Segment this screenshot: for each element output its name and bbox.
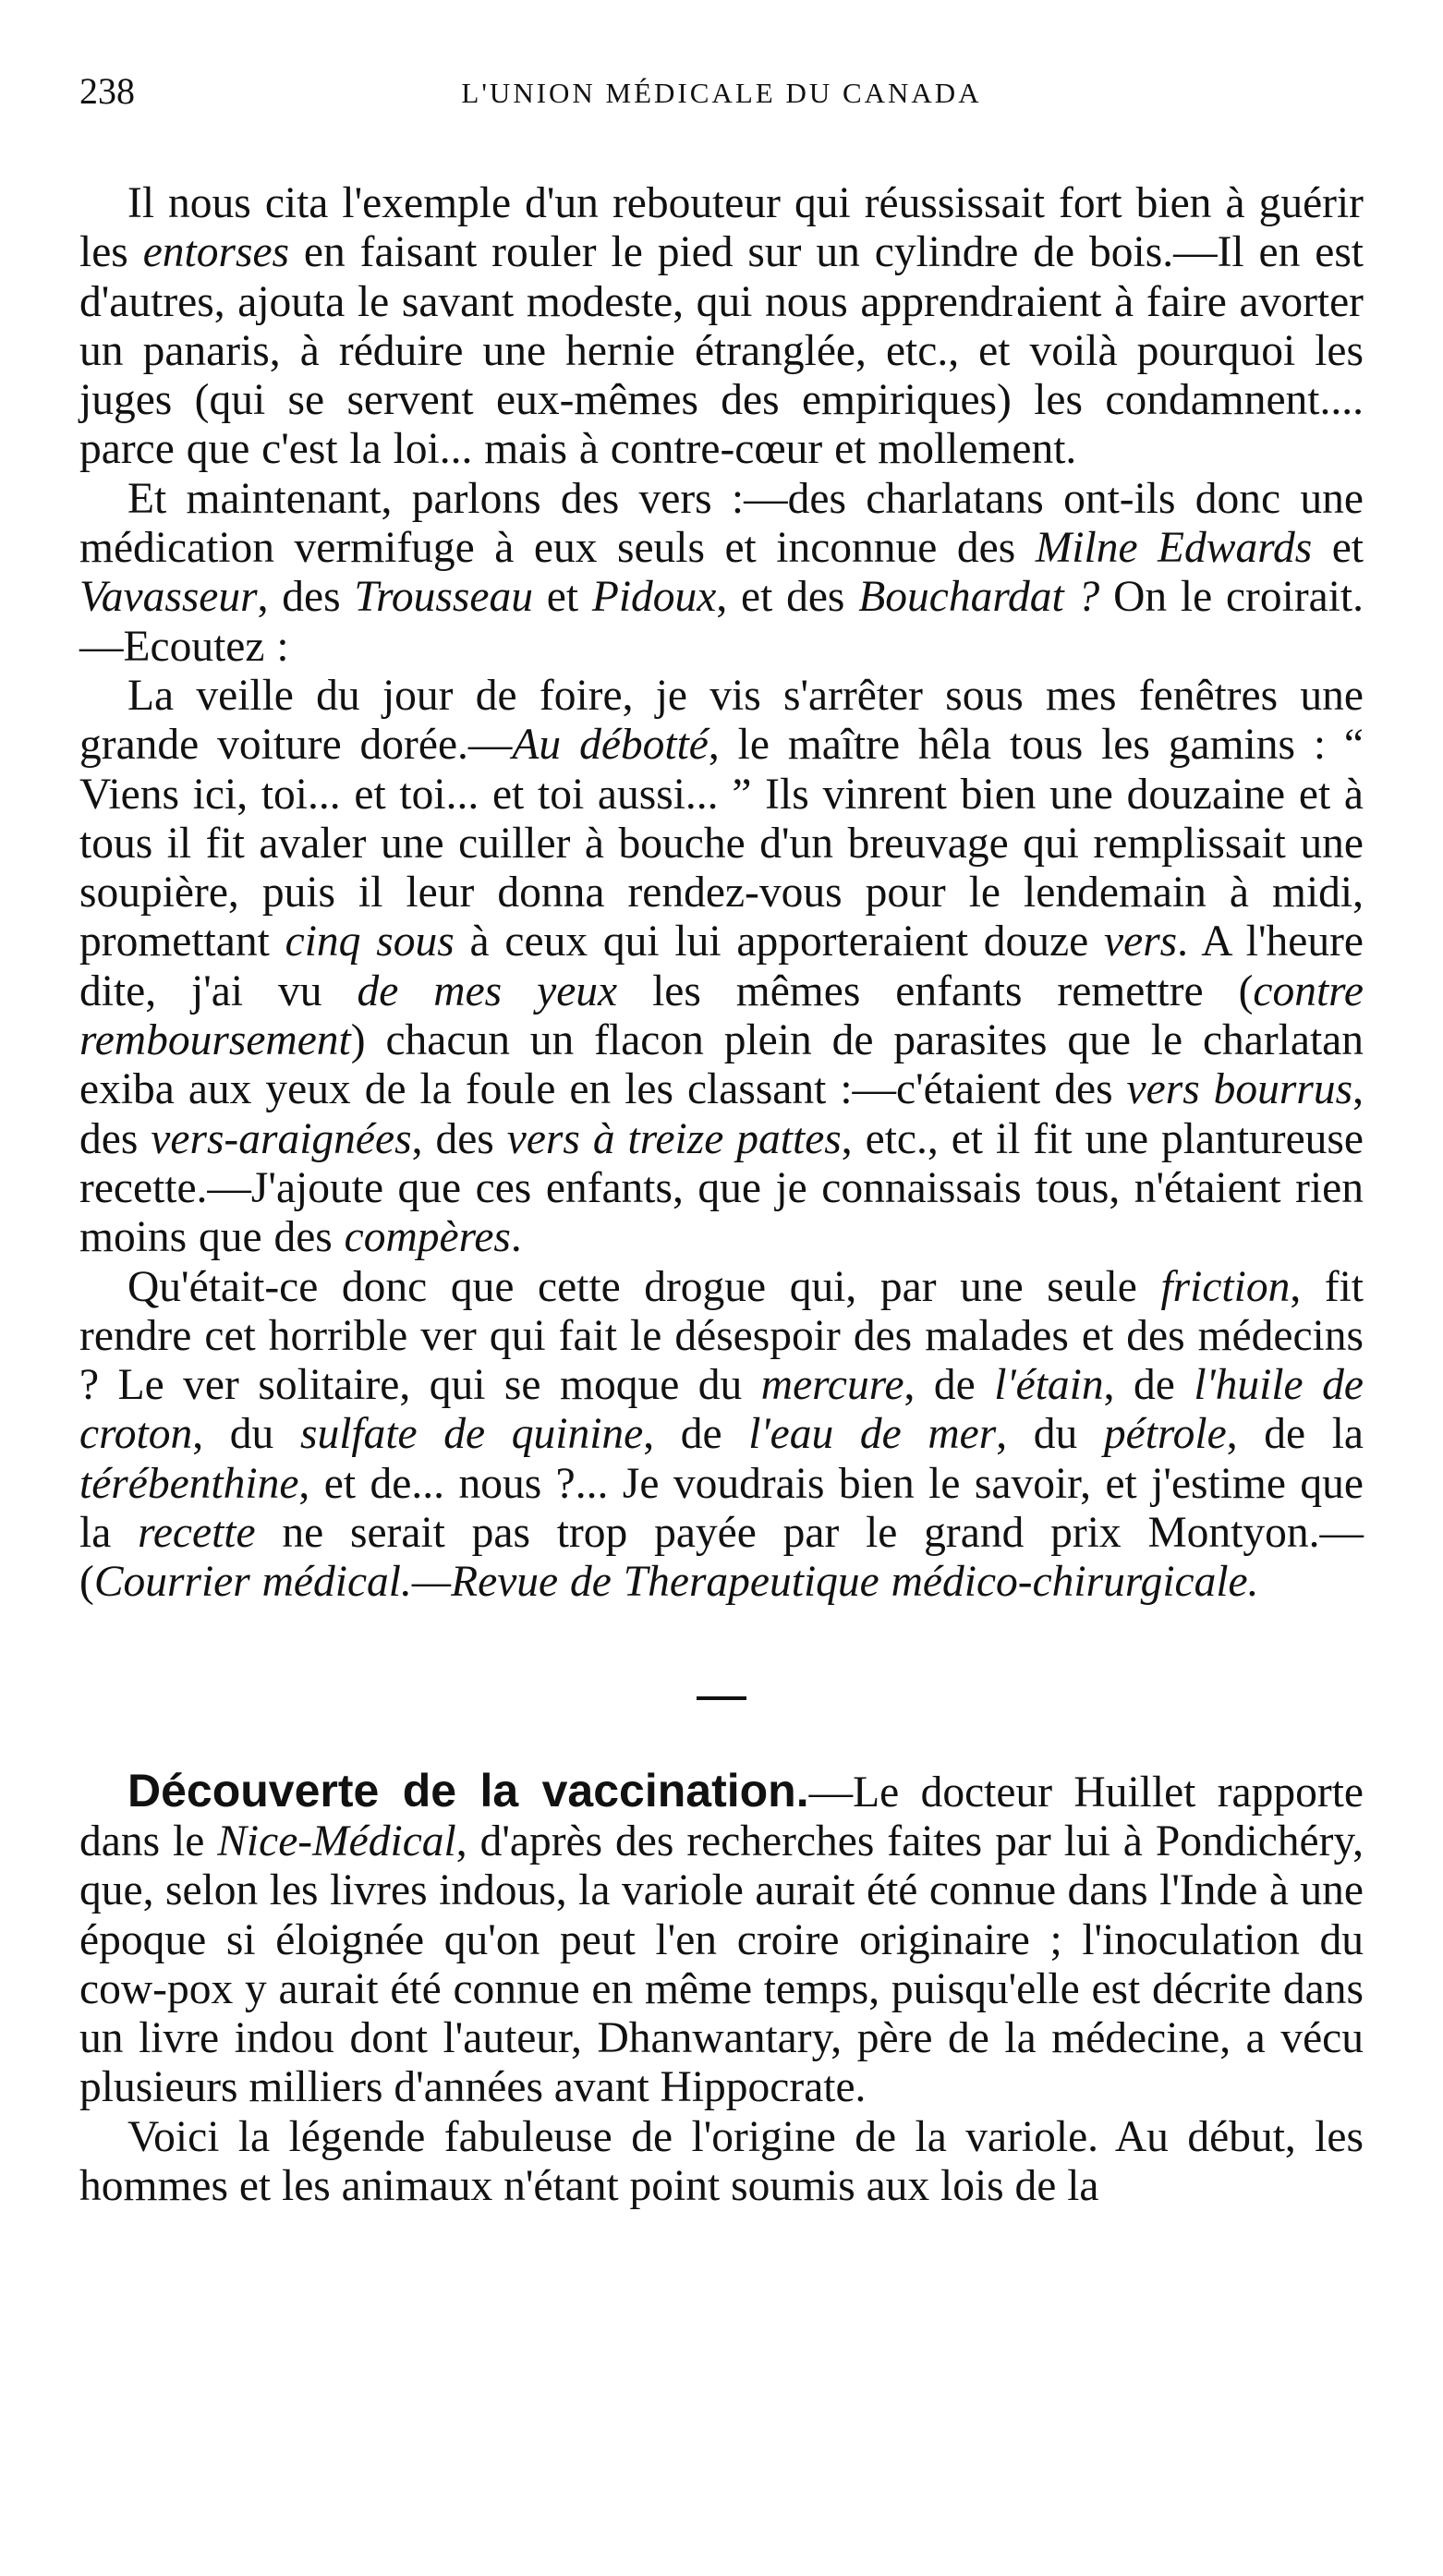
italic-text: friction: [1160, 1262, 1291, 1311]
text-run: —Le docteur Huillet rapporte dans le: [79, 1768, 1364, 1865]
text-run: les mêmes enfants remettre (: [617, 966, 1254, 1015]
italic-text: Vavasseur: [79, 573, 258, 622]
text-run: ) chacun un flacon plein de parasites que le charlatan exiba aux yeux de la foule en les classant :—c'étaient des: [79, 1016, 1364, 1114]
journal-title: L'UNION MÉDICALE DU CANADA: [461, 77, 982, 109]
text-run: , fit rendre cet horrible ver qui fait le désespoir des malades et des médecins ? Le ver solitaire, qui se moque du: [79, 1262, 1364, 1410]
italic-text: recette: [138, 1509, 256, 1558]
paragraph-foire: [79, 672, 1364, 1263]
italic-text: l'étain: [994, 1361, 1104, 1410]
italic-text: cinq sous: [285, 917, 455, 966]
text-run: La veille du jour de foire, je vis s'arrêter sous mes fenêtres une grande voiture dorée.—: [79, 671, 1364, 770]
text-run: , de la: [1226, 1410, 1364, 1459]
text-run: et: [1312, 524, 1364, 573]
document-page: [79, 65, 1364, 2211]
italic-text: Au débotté: [512, 721, 709, 770]
text-run: , des: [79, 1065, 1364, 1163]
italic-text: Bouchardat ?: [858, 573, 1100, 622]
italic-text: de mes yeux: [357, 966, 618, 1015]
paragraph-rebouteur: [79, 179, 1364, 475]
section-vaccination: [79, 1764, 1364, 2212]
text-run: , des: [411, 1114, 507, 1163]
text-run: , et des: [716, 573, 859, 622]
paragraph-vaccination-text: [79, 1768, 1364, 2112]
text-run: ne serait pas trop payée par le grand prix Montyon.—(: [79, 1509, 1364, 1607]
text-run: , le maître hêla tous les gamins : “ Viens ici, toi... et toi... et toi aussi... ” Ils vinrent bien une douzaine et à tous il fit avaler une cuiller à bouche d'un breuvage qui remplissait une soupière, puis il leur donna rendez-vous pour le lendemain à midi, promettant: [79, 721, 1364, 966]
section-separator: [697, 1696, 746, 1700]
article-body: [79, 179, 1364, 1608]
text-run: , etc., et il fit une plantureuse recette.—J'ajoute que ces enfants, que je connaissais tous, n'étaient rien moins que des: [79, 1114, 1364, 1262]
text-run: , et de... nous ?... Je voudrais bien le savoir, et j'estime que la: [79, 1459, 1364, 1558]
text-run: à ceux qui lui apporteraient douze: [454, 917, 1105, 966]
text-run: , de: [903, 1361, 995, 1410]
section-heading: Découverte de la vaccination.: [127, 1764, 809, 1817]
italic-text: entorses: [142, 228, 290, 277]
text-run: Il nous cita l'exemple d'un rebouteur qui réussissait fort bien à guérir les: [79, 179, 1364, 277]
paragraph-vers: [79, 475, 1364, 672]
italic-text: mercure: [760, 1361, 904, 1410]
text-run: en faisant rouler le pied sur un cylindre de bois.—Il en est d'autres, ajouta le savant modeste, qui nous apprendraient à faire avorter un panaris, à réduire une hernie étranglée, etc., et voilà pourquoi les juges (qui se servent eux-mêmes des empiriques) les condamnent.... parce que c'est la loi... mais à contre-cœur et mollement.: [79, 228, 1364, 474]
page-number: 238: [79, 70, 135, 112]
italic-text: Nice-Médical: [217, 1817, 456, 1865]
italic-text: Courrier médical.—Revue de Therapeutique médico-chirurgicale.: [93, 1558, 1259, 1607]
italic-text: térébenthine: [79, 1459, 299, 1508]
italic-text: contre remboursement: [79, 966, 1364, 1065]
italic-text: pétrole: [1103, 1410, 1227, 1459]
italic-text: Pidoux: [591, 573, 717, 622]
text-run: , du: [192, 1410, 300, 1459]
text-run: , du: [996, 1410, 1104, 1459]
text-run: Et maintenant, parlons des vers :—des charlatans ont-ils donc une médication vermifuge à eux seuls et inconnue des: [79, 474, 1364, 573]
italic-text: l'huile de croton: [79, 1361, 1364, 1459]
italic-text: vers à treize pattes: [506, 1114, 842, 1163]
text-run: Qu'était-ce donc que cette drogue qui, par une seule: [127, 1262, 1161, 1311]
italic-text: compères: [344, 1213, 511, 1262]
text-run: , des: [257, 573, 355, 622]
text-run: et: [532, 573, 592, 622]
italic-text: vers: [1104, 917, 1178, 966]
text-run: , de: [643, 1410, 749, 1459]
paragraph-drogue: [79, 1263, 1364, 1608]
italic-text: vers bourrus: [1126, 1065, 1353, 1114]
running-header: [79, 65, 1364, 118]
italic-text: Trousseau: [354, 573, 533, 622]
italic-text: vers-araignées: [151, 1114, 412, 1163]
italic-text: sulfate de quinine: [299, 1410, 644, 1459]
paragraph-vaccination: [79, 1764, 1364, 2113]
text-run: Voici la légende fabuleuse de l'origine de la variole. Au début, les hommes et les animaux n'étant point soumis aux lois de la: [79, 2112, 1364, 2210]
paragraph-legende: [79, 2113, 1364, 2212]
text-run: , de: [1103, 1361, 1194, 1410]
text-run: , d'après des recherches faites par lui à Pondichéry, que, selon les livres indous, la variole aurait été connue dans l'Inde à une époque si éloignée qu'on peut l'en croire originaire ; l'inoculation du cow-pox y aurait été connue en même temps, puisqu'elle est décrite dans un livre indou dont l'auteur, Dhanwantary, père de la médecine, a vécu plusieurs milliers d'années avant Hippocrate.: [79, 1817, 1364, 2112]
text-run: On le croirait.—Ecoutez :: [79, 573, 1364, 671]
text-run: . A l'heure dite, j'ai vu: [79, 917, 1364, 1015]
italic-text: l'eau de mer: [748, 1410, 997, 1459]
italic-text: Milne Edwards: [1035, 524, 1313, 573]
text-run: .: [510, 1213, 522, 1262]
